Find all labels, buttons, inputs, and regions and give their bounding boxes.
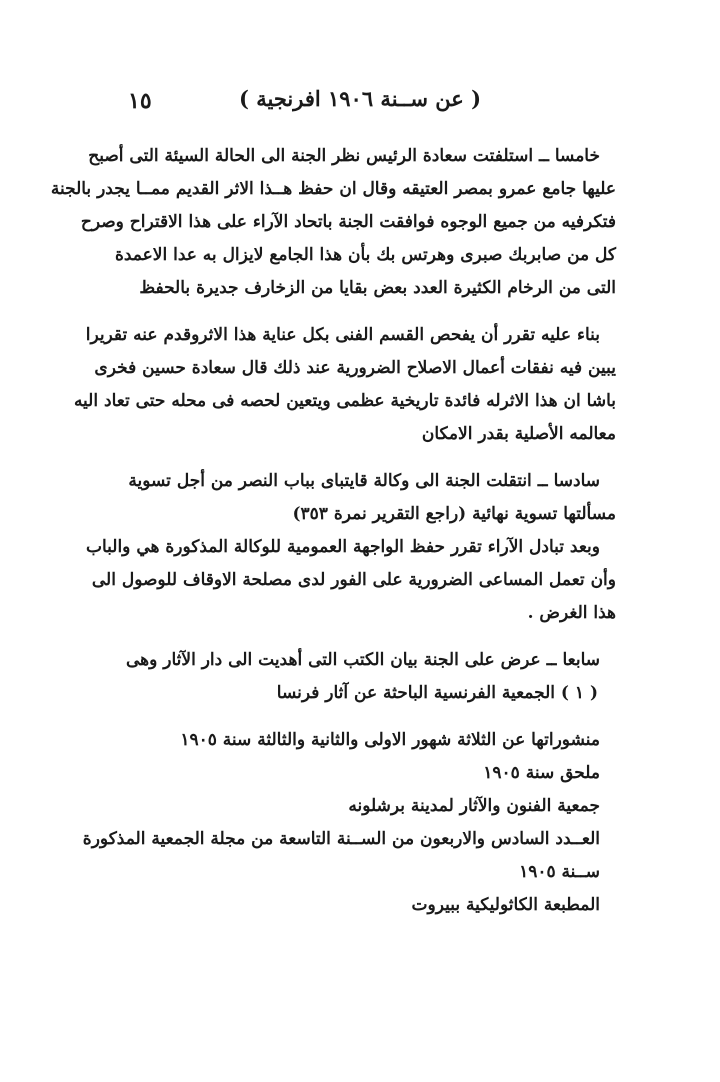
text-line: مسألتها تسوية نهائية (راجع التقرير نمرة ٣٥٣): [292, 504, 616, 524]
text-line: كل من صابربك صبرى وهرتس بك بأن هذا الجامع لايزال به عدا الاعمدة: [114, 245, 616, 265]
text-line: وبعد تبادل الآراء تقرر حفظ الواجهة العمومية للوكالة المذكورة هي والباب: [85, 537, 600, 557]
text-line: التى من الرخام الكثيرة العدد بعض بقايا من الزخارف جديرة بالحفظ: [139, 278, 616, 298]
list-item: جمعية الفنون والآثار لمدينة برشلونه: [348, 796, 600, 816]
text-line: خامسا ــ استلفتت سعادة الرئيس نظر الجنة الى الحالة السيئة التى أصبح: [88, 146, 600, 166]
text-line: بناء عليه تقرر أن يفحص القسم الفنى بكل عناية هذا الاثروقدم عنه تقريرا: [85, 325, 600, 345]
paragraph-sixth-item: [112, 465, 616, 531]
text-line: وأن تعمل المساعى الضرورية على الفور لدى مصلحة الاوقاف للوصول الى: [91, 570, 616, 590]
header-title: ( عن ســنة ١٩٠٦ افرنجية ): [238, 86, 482, 111]
text-line: معالمه الأصلية بقدر الامكان: [421, 424, 616, 444]
paragraph-decision: [73, 319, 616, 451]
text-line: هذا الغرض .: [527, 603, 616, 623]
list-item: العــدد السادس والاربعون من الســنة التاسعة من مجلة الجمعية المذكورة: [82, 829, 600, 849]
text-line: فتكرفيه من جميع الوجوه فوافقت الجنة باتحاد الآراء على هذا الاقتراح وصرح: [80, 212, 616, 232]
list-item: منشوراتها عن الثلاثة شهور الاولى والثانية والثالثة سنة ١٩٠٥: [180, 730, 600, 750]
paragraph-sixth-decision: [85, 531, 616, 630]
paragraph-fifth-item: [50, 140, 616, 305]
text-line: يبين فيه نفقات أعمال الاصلاح الضرورية عند ذلك قال سعادة حسين فخرى: [94, 358, 616, 378]
list-item: ( ١ ) الجمعية الفرنسية الباحثة عن آثار فرنسا: [276, 683, 598, 703]
running-header: [108, 86, 612, 120]
page-number: ١٥: [128, 88, 152, 114]
list-item: المطبعة الكاثوليكية ببيروت: [411, 895, 600, 915]
paragraph-seventh-item: [112, 644, 616, 710]
text-line: سابعا ــ عرض على الجنة بيان الكتب التى أهديت الى دار الآثار وهى: [126, 650, 600, 670]
body-text: [50, 140, 616, 922]
text-line: سادسا ــ انتقلت الجنة الى وكالة قايتباى بباب النصر من أجل تسوية: [128, 471, 600, 491]
publications-list: [82, 724, 616, 922]
text-line: عليها جامع عمرو بمصر العتيقه وقال ان حفظ هــذا الاثر القديم ممــا يجدر بالجنة: [50, 179, 616, 199]
text-line: باشا ان هذا الاثرله فائدة تاريخية عظمى ويتعين لحصه فى محله حتى تعاد اليه: [73, 391, 616, 411]
list-item: ســنة ١٩٠٥: [519, 862, 600, 882]
list-item: ملحق سنة ١٩٠٥: [483, 763, 600, 783]
